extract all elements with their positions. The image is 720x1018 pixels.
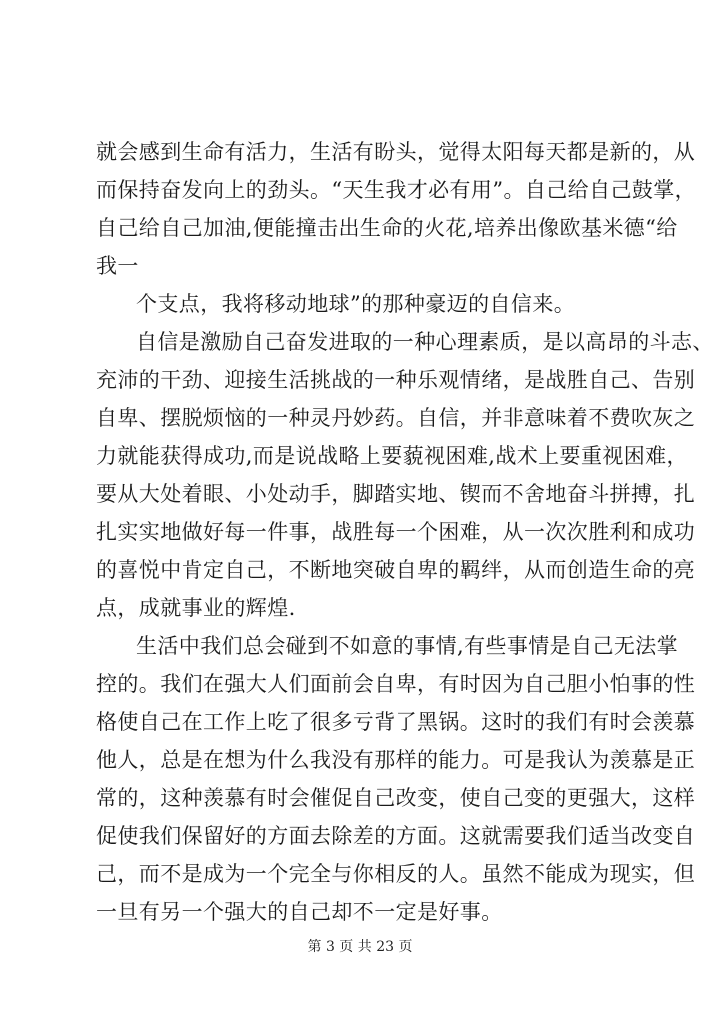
text-line-16: 格使自己在工作上吃了很多亏背了黑锅。这时的我们有时会羡慕 (96, 710, 696, 734)
text-line-10: 要从大处着眼、小处动手，脚踏实地、锲而不舍地奋斗拼搏，扎 (96, 482, 696, 506)
text-line-19: 促使我们保留好的方面去除差的方面。这就需要我们适当改变自 (96, 824, 696, 848)
text-line-2: 而保持奋发向上的劲头。“天生我才必有用”。自己给自己鼓掌， (96, 178, 697, 202)
text-line-21: 一旦有另一个强大的自己却不一定是好事。 (96, 900, 503, 924)
text-line-4: 我一 (96, 254, 139, 278)
text-line-20: 己，而不是成为一个完全与你相反的人。虽然不能成为现实，但 (96, 862, 696, 886)
text-line-15: 控的。我们在强大人们面前会自卑，有时因为自己胆小怕事的性 (96, 672, 696, 696)
page-number-footer: 第 3 页 共 23 页 (307, 939, 413, 955)
text-line-7: 充沛的干劲、迎接生活挑战的一种乐观情绪，是战胜自己、告别 (96, 368, 696, 392)
text-line-3: 自己给自己加油,便能撞击出生命的火花,培养出像欧基米德“给 (96, 216, 678, 240)
text-line-13: 点，成就事业的辉煌. (96, 596, 296, 620)
text-line-1: 就会感到生命有活力，生活有盼头，觉得太阳每天都是新的，从 (96, 140, 696, 164)
text-line-8: 自卑、摆脱烦恼的一种灵丹妙药。自信，并非意味着不费吹灰之 (96, 406, 696, 430)
paragraph-3-first-line: 生活中我们总会碰到不如意的事情,有些事情是自己无法掌 (136, 634, 679, 658)
paragraph-2-first-line: 自信是激励自己奋发进取的一种心理素质，是以高昂的斗志、 (136, 330, 714, 354)
text-line-11: 扎实实地做好每一件事，战胜每一个困难，从一次次胜利和成功 (96, 520, 696, 544)
text-line-9: 力就能获得成功,而是说战略上要藐视困难,战术上要重视困难， (96, 444, 688, 468)
text-line-18: 常的，这种羡慕有时会催促自己改变，使自己变的更强大，这样 (96, 786, 696, 810)
text-line-12: 的喜悦中肯定自己，不断地突破自卑的羁绊，从而创造生命的亮 (96, 558, 696, 582)
text-line-5: 个支点，我将移动地球”的那种豪迈的自信来。 (136, 292, 576, 316)
text-line-17: 他人，总是在想为什么我没有那样的能力。可是我认为羡慕是正 (96, 748, 696, 772)
